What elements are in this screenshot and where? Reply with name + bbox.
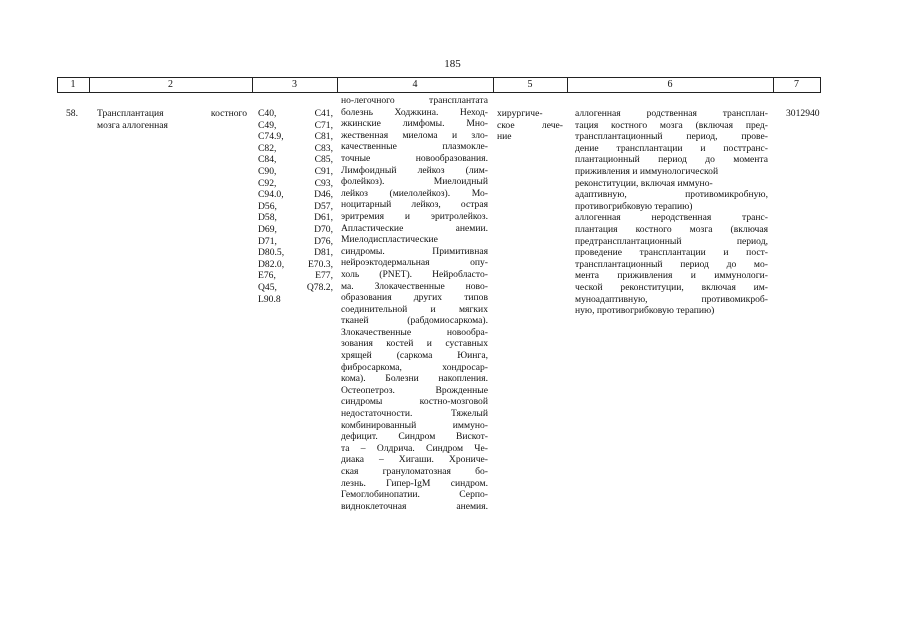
code-row: Q45, Q78.2, — [258, 281, 333, 293]
icd-codes — [258, 108, 333, 305]
code-row: C84, C85, — [258, 154, 333, 166]
diagnosis-line: соединительной и мягких — [341, 303, 488, 315]
treatment-line: ние — [497, 131, 512, 143]
table-header-rule — [57, 92, 821, 93]
method-line: трансплантационный период до мо- — [575, 258, 768, 270]
method-line: ческой реконституции, включая им- — [575, 281, 768, 293]
method-line: ную, противогрибковую терапию) — [575, 305, 715, 317]
treatment-method — [575, 108, 768, 317]
cost-value: 3012940 — [786, 108, 820, 119]
column-header-1: 1 — [70, 79, 76, 90]
method-line: тация костного мозга (включая пред- — [575, 119, 768, 131]
method-line: реконституции, включая иммуно- — [575, 177, 713, 189]
diagnosis-line: лезнь. Гипер-IgM синдром. — [341, 477, 488, 489]
diagnosis-line: синдромы. Примитивная — [341, 245, 488, 257]
column-header-5: 5 — [527, 79, 533, 90]
code-row: D56, D57, — [258, 200, 333, 212]
diagnosis-line: комбинированный иммуно- — [341, 419, 488, 431]
diagnosis-line: холь (PNET). Нейробласто- — [341, 268, 488, 280]
diagnosis-line: образования других типов — [341, 292, 488, 304]
diagnosis-line: лейкоз (миелолейкоз). Мо- — [341, 187, 488, 199]
diagnosis-line: ма. Злокачественные ново- — [341, 280, 488, 292]
diagnosis-line: качественные плазмокле- — [341, 141, 488, 153]
diagnosis-line: диака – Хигаши. Хрониче- — [341, 454, 488, 466]
diagnosis-line: фолейкоз). Миелоидный — [341, 176, 488, 188]
code-row: D69, D70, — [258, 223, 333, 235]
treatment-line: ское лече- — [497, 119, 563, 131]
diagnosis-line: точные новообразования. — [341, 152, 488, 164]
procedure-name — [97, 108, 247, 131]
diagnosis-line: зования костей и суставных — [341, 338, 488, 350]
column-header-4: 4 — [412, 79, 418, 90]
diagnosis-line: хрящей (саркома Юинга, — [341, 350, 488, 362]
diagnosis-line: синдромы костно-мозговой — [341, 396, 488, 408]
code-row: L90.8 — [258, 293, 281, 305]
method-line: аллогенная неродственная транс- — [575, 212, 768, 224]
diagnosis-text — [341, 95, 488, 512]
code-row: C40, C41, — [258, 108, 333, 119]
diagnosis-line: болезнь Ходжкина. Неход- — [341, 106, 488, 118]
procedure-name-line: Трансплантация костного — [97, 108, 247, 119]
code-row: C92, C93, — [258, 177, 333, 189]
diagnosis-line: кома). Болезни накопления. — [341, 373, 488, 385]
page-number: 185 — [444, 58, 461, 70]
diagnosis-line: Апластические анемии. — [341, 222, 488, 234]
diagnosis-line: нейроэктодермальная опу- — [341, 257, 488, 269]
diagnosis-line: Злокачественные новообра- — [341, 326, 488, 338]
method-line: противогрибковую терапию) — [575, 200, 693, 212]
diagnosis-line: видноклеточная анемия. — [341, 500, 488, 512]
code-row: C94.0, D46, — [258, 189, 333, 201]
diagnosis-line: эритремия и эритролейкоз. — [341, 210, 488, 222]
code-row: D58, D61, — [258, 212, 333, 224]
diagnosis-line: жественная миелома и зло- — [341, 129, 488, 141]
code-row: D71, D76, — [258, 235, 333, 247]
table-top-rule — [57, 77, 821, 78]
column-header-6: 6 — [667, 79, 673, 90]
column-divider — [820, 78, 821, 93]
diagnosis-line: фибросаркома, хондросар- — [341, 361, 488, 373]
code-row: C90, C91, — [258, 165, 333, 177]
code-row: E76, E77, — [258, 270, 333, 282]
procedure-name-line: мозга аллогенная — [97, 119, 168, 131]
diagnosis-line: ская грануломатозная бо- — [341, 466, 488, 477]
diagnosis-line: Миелодиспластические — [341, 234, 438, 246]
method-line: предтрансплантационный период, — [575, 235, 768, 247]
diagnosis-line: Лимфоидный лейкоз (лим- — [341, 164, 488, 176]
diagnosis-line: ноцитарный лейкоз, острая — [341, 199, 488, 211]
code-row: D80.5, D81, — [258, 247, 333, 259]
method-line: дение трансплантации и посттранс- — [575, 142, 768, 154]
method-line: аллогенная родственная трансплан- — [575, 108, 768, 119]
method-line: плантация костного мозга (включая — [575, 223, 768, 235]
code-row: D82.0, E70.3, — [258, 258, 333, 270]
code-row: C49, C71, — [258, 119, 333, 131]
method-line: трансплантационный период, прове- — [575, 131, 768, 143]
column-header-2: 2 — [168, 79, 173, 90]
diagnosis-line: та – Олдрича. Синдром Че- — [341, 442, 488, 454]
diagnosis-line: дефицит. Синдром Вискот- — [341, 431, 488, 443]
method-line: плантационный период до момента — [575, 154, 768, 166]
diagnosis-line: но-легочного трансплантата — [341, 95, 488, 106]
diagnosis-line: тканей (рабдомиосаркома). — [341, 315, 488, 327]
diagnosis-line: недостаточности. Тяжелый — [341, 408, 488, 420]
code-row: C74.9, C81, — [258, 131, 333, 143]
column-header-7: 7 — [794, 79, 799, 90]
method-line: приживления и иммунологической — [575, 165, 719, 177]
method-line: мента приживления и иммунологи- — [575, 270, 768, 282]
method-line: проведение трансплантации и пост- — [575, 247, 768, 259]
diagnosis-line: жкинские лимфомы. Мно- — [341, 118, 488, 130]
method-line: муноадаптивную, противомикроб- — [575, 293, 768, 305]
column-header-3: 3 — [292, 79, 297, 90]
code-row: C82, C83, — [258, 142, 333, 154]
diagnosis-line: Гемоглобинопатии. Серпо- — [341, 489, 488, 501]
method-line: адаптивную, противомикробную, — [575, 189, 768, 201]
row-number: 58. — [66, 108, 78, 119]
treatment-line: хирургиче- — [497, 108, 543, 119]
treatment-type — [497, 108, 563, 143]
diagnosis-line: Остеопетроз. Врожденные — [341, 384, 488, 396]
